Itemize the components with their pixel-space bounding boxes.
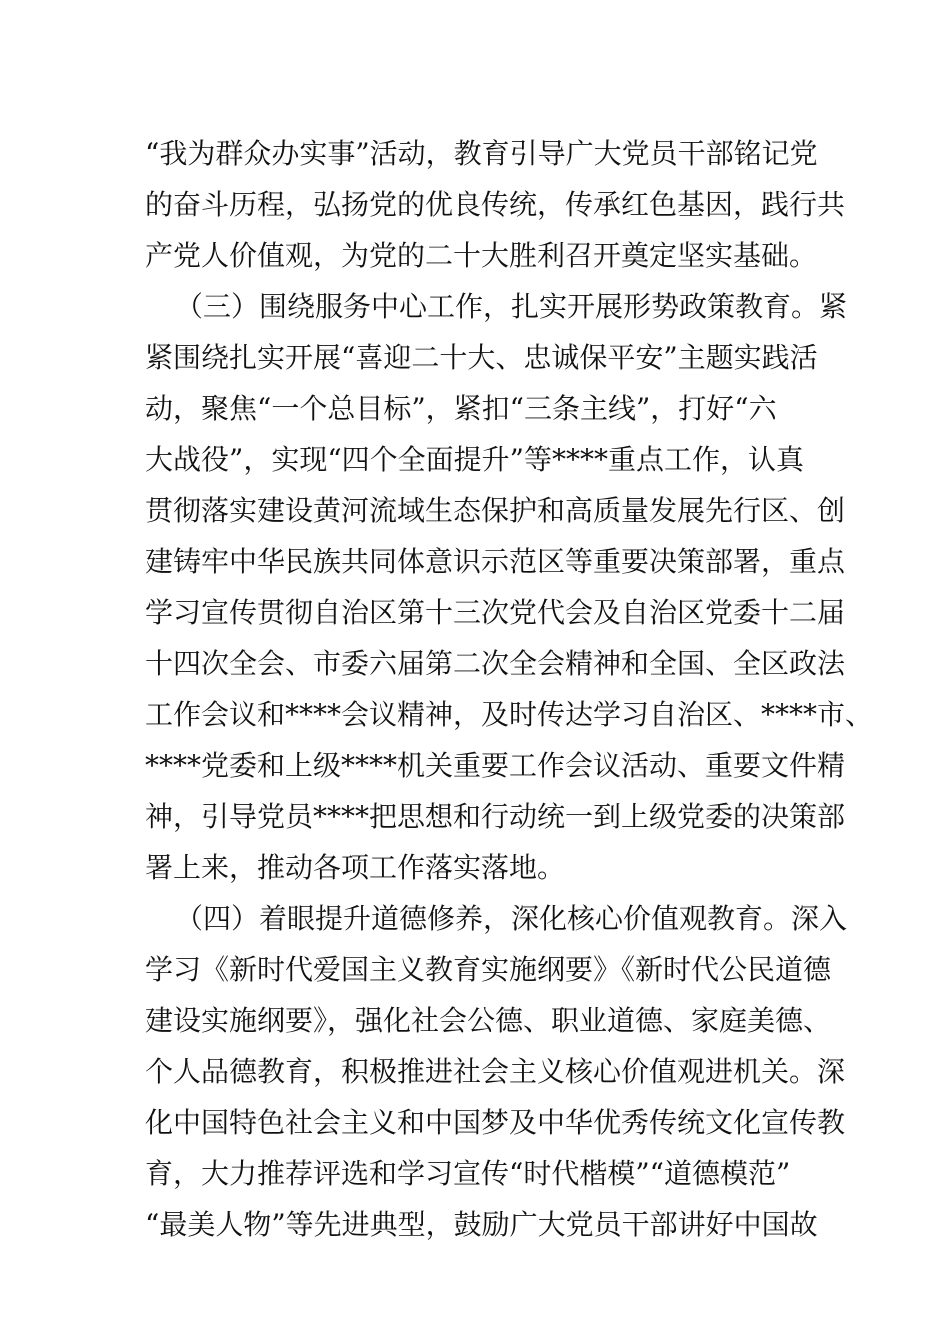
- text-line-11: 十四次全会、市委六届第二次全会精神和全国、全区政法: [145, 647, 846, 680]
- text-line-2: 的奋斗历程，弘扬党的优良传统，传承红色基因，践行共: [145, 188, 846, 221]
- text-line-10: 学习宣传贯彻自治区第十三次党代会及自治区党委十二届: [145, 596, 846, 629]
- text-line-5: 紧围绕扎实开展“喜迎二十大、忠诚保平安”主题实践活: [145, 341, 818, 374]
- text-line-18: 建设实施纲要》，强化社会公德、职业道德、家庭美德、: [145, 1004, 832, 1037]
- text-line-21: 育，大力推荐评选和学习宣传“时代楷模”“道德模范”: [145, 1157, 791, 1190]
- text-line-8: 贯彻落实建设黄河流域生态保护和高质量发展先行区、创: [145, 494, 846, 527]
- document-body: [145, 128, 874, 1250]
- text-line-19: 个人品德教育，积极推进社会主义核心价值观进机关。深: [145, 1055, 846, 1088]
- text-line-14: 神，引导党员****把思想和行动统一到上级党委的决策部: [145, 800, 846, 833]
- text-line-16: （四）着眼提升道德修养，深化核心价值观教育。深入: [175, 902, 848, 935]
- text-line-4: （三）围绕服务中心工作，扎实开展形势政策教育。紧: [175, 290, 848, 323]
- text-line-7: 大战役”，实现“四个全面提升”等****重点工作，认真: [145, 443, 804, 476]
- text-line-12: 工作会议和****会议精神，及时传达学习自治区、****市、: [145, 698, 874, 731]
- text-line-17: 学习《新时代爱国主义教育实施纲要》《新时代公民道德: [145, 953, 832, 986]
- text-line-22: “最美人物”等先进典型，鼓励广大党员干部讲好中国故: [145, 1208, 818, 1241]
- text-line-1: “我为群众办实事”活动，教育引导广大党员干部铭记党: [145, 137, 818, 170]
- text-line-3: 产党人价值观，为党的二十大胜利召开奠定坚实基础。: [145, 239, 818, 272]
- text-line-9: 建铸牢中华民族共同体意识示范区等重要决策部署，重点: [145, 545, 846, 578]
- text-line-6: 动，聚焦“一个总目标”，紧扣“三条主线”，打好“六: [145, 392, 777, 425]
- text-line-15: 署上来，推动各项工作落实落地。: [145, 851, 566, 884]
- text-line-20: 化中国特色社会主义和中国梦及中华优秀传统文化宣传教: [145, 1106, 846, 1139]
- text-line-13: ****党委和上级****机关重要工作会议活动、重要文件精: [145, 749, 846, 782]
